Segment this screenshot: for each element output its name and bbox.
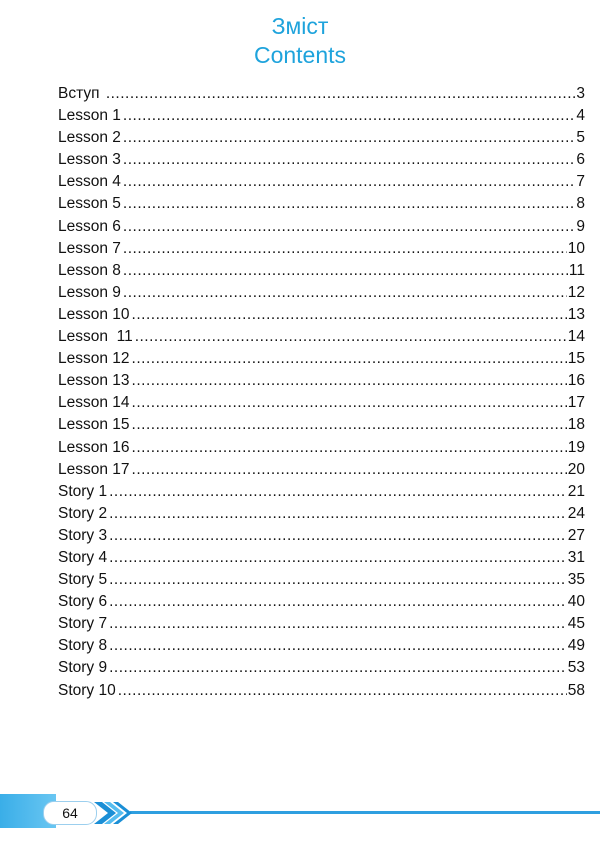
toc-entry[interactable] xyxy=(58,173,585,195)
toc-entry-page: 14 xyxy=(567,328,585,346)
toc-entry-page: 45 xyxy=(567,615,585,633)
toc-entry[interactable] xyxy=(58,416,585,438)
toc-entry[interactable] xyxy=(58,394,585,416)
toc-entry[interactable] xyxy=(58,682,585,704)
toc-entry[interactable] xyxy=(58,461,585,483)
toc-entry[interactable] xyxy=(58,151,585,173)
toc-dot-leader xyxy=(123,218,575,236)
toc-dot-leader xyxy=(109,549,567,567)
toc-dot-leader xyxy=(132,461,567,479)
toc-entry-page: 53 xyxy=(567,659,585,677)
toc-dot-leader xyxy=(132,350,567,368)
toc-entry[interactable] xyxy=(58,372,585,394)
table-of-contents xyxy=(58,85,585,704)
toc-entry[interactable] xyxy=(58,659,585,681)
toc-entry-label: Вступ xyxy=(58,85,104,102)
toc-entry-label: Story 1 xyxy=(58,482,108,500)
toc-entry-label: Lesson 10 xyxy=(58,305,130,323)
toc-dot-leader xyxy=(132,439,567,457)
page-title-ua: Зміст xyxy=(271,13,329,39)
toc-entry[interactable] xyxy=(58,240,585,262)
toc-entry[interactable] xyxy=(58,549,585,571)
toc-dot-leader xyxy=(109,615,567,633)
toc-entry[interactable] xyxy=(58,284,585,306)
toc-entry-page: 24 xyxy=(567,504,585,522)
toc-entry-label: Story 3 xyxy=(58,526,108,544)
toc-entry-page: 13 xyxy=(567,305,585,323)
toc-entry[interactable] xyxy=(58,306,585,328)
toc-dot-leader xyxy=(118,682,567,700)
toc-entry-page: 20 xyxy=(567,460,585,478)
toc-entry-label: Story 9 xyxy=(58,659,108,677)
toc-dot-leader xyxy=(132,394,567,412)
toc-dot-leader xyxy=(135,328,567,346)
toc-entry-page: 4 xyxy=(576,107,585,125)
toc-dot-leader xyxy=(132,372,567,390)
toc-entry-page: 19 xyxy=(567,438,585,456)
toc-dot-leader xyxy=(132,416,567,434)
toc-entry-label: Lesson 17 xyxy=(58,460,130,478)
toc-entry-page: 15 xyxy=(567,350,585,368)
footer-stripes-decoration xyxy=(94,800,134,826)
toc-entry[interactable] xyxy=(58,129,585,151)
toc-entry[interactable] xyxy=(58,505,585,527)
toc-dot-leader xyxy=(123,240,567,258)
toc-entry-page: 40 xyxy=(567,593,585,611)
toc-entry-label: Lesson 3 xyxy=(58,151,121,169)
toc-entry-label: Lesson 5 xyxy=(58,195,121,213)
toc-dot-leader xyxy=(109,571,567,589)
toc-entry-page: 16 xyxy=(567,372,585,390)
toc-entry-label: Story 4 xyxy=(58,548,108,566)
toc-dot-leader xyxy=(109,659,567,677)
toc-entry-label: Lesson 14 xyxy=(58,394,130,412)
toc-entry[interactable] xyxy=(58,195,585,217)
title-block xyxy=(0,12,600,70)
toc-entry-label: Lesson 13 xyxy=(58,372,130,390)
toc-entry-label: Lesson 6 xyxy=(58,217,121,235)
toc-entry-page: 17 xyxy=(567,394,585,412)
toc-dot-leader xyxy=(106,85,576,103)
toc-entry-page: 31 xyxy=(567,548,585,566)
toc-entry[interactable] xyxy=(58,593,585,615)
toc-entry-label: Lesson 4 xyxy=(58,173,121,191)
toc-entry-page: 11 xyxy=(568,261,585,279)
toc-entry[interactable] xyxy=(58,571,585,593)
toc-entry-label: Lesson 16 xyxy=(58,438,130,456)
toc-entry[interactable] xyxy=(58,527,585,549)
toc-entry-page: 27 xyxy=(567,526,585,544)
toc-entry-label: Lesson 9 xyxy=(58,283,121,301)
toc-entry-page: 5 xyxy=(576,129,585,147)
toc-dot-leader xyxy=(123,129,575,147)
toc-entry-page: 7 xyxy=(576,173,585,191)
toc-entry-label: Story 6 xyxy=(58,593,108,611)
toc-dot-leader xyxy=(123,195,575,213)
toc-dot-leader xyxy=(109,593,567,611)
toc-dot-leader xyxy=(123,173,575,191)
toc-entry-label: Lesson 2 xyxy=(58,129,121,147)
toc-entry-label: Lesson 8 xyxy=(58,261,121,279)
toc-entry-page: 21 xyxy=(567,482,585,500)
toc-entry-label: Story 2 xyxy=(58,504,108,522)
toc-entry[interactable] xyxy=(58,85,585,107)
toc-entry[interactable] xyxy=(58,615,585,637)
page-title-en: Contents xyxy=(253,42,347,68)
toc-dot-leader xyxy=(109,637,567,655)
toc-dot-leader xyxy=(123,262,568,280)
footer-line xyxy=(130,811,600,814)
toc-entry-page: 18 xyxy=(567,416,585,434)
toc-entry[interactable] xyxy=(58,328,585,350)
toc-entry[interactable] xyxy=(58,637,585,659)
toc-entry-label: Lesson 12 xyxy=(58,350,130,368)
toc-dot-leader xyxy=(109,505,567,523)
toc-dot-leader xyxy=(123,107,575,125)
toc-entry-label: Story 10 xyxy=(58,681,116,699)
toc-entry[interactable] xyxy=(58,483,585,505)
toc-entry-page: 3 xyxy=(576,85,585,102)
toc-entry-page: 8 xyxy=(576,195,585,213)
toc-dot-leader xyxy=(109,527,567,545)
toc-entry-page: 49 xyxy=(567,637,585,655)
toc-dot-leader xyxy=(109,483,567,501)
toc-entry-page: 12 xyxy=(567,283,585,301)
toc-entry[interactable] xyxy=(58,439,585,461)
toc-entry-label: Story 7 xyxy=(58,615,108,633)
toc-entry-label: Lesson 7 xyxy=(58,239,121,257)
toc-entry[interactable] xyxy=(58,107,585,129)
toc-entry-page: 6 xyxy=(576,151,585,169)
toc-entry-label: Lesson 1 xyxy=(58,107,121,125)
toc-entry-page: 35 xyxy=(567,571,585,589)
toc-entry-label: Lesson 11 xyxy=(58,328,133,346)
page-number: 64 xyxy=(43,801,97,825)
toc-dot-leader xyxy=(132,306,567,324)
toc-entry[interactable] xyxy=(58,262,585,284)
toc-entry-page: 9 xyxy=(576,217,585,235)
toc-entry-page: 10 xyxy=(567,239,585,257)
toc-entry[interactable] xyxy=(58,218,585,240)
toc-entry-label: Lesson 15 xyxy=(58,416,130,434)
toc-entry-label: Story 8 xyxy=(58,637,108,655)
toc-entry-page: 58 xyxy=(567,681,585,699)
toc-entry-label: Story 5 xyxy=(58,571,108,589)
toc-dot-leader xyxy=(123,284,567,302)
toc-entry[interactable] xyxy=(58,350,585,372)
toc-dot-leader xyxy=(123,151,575,169)
